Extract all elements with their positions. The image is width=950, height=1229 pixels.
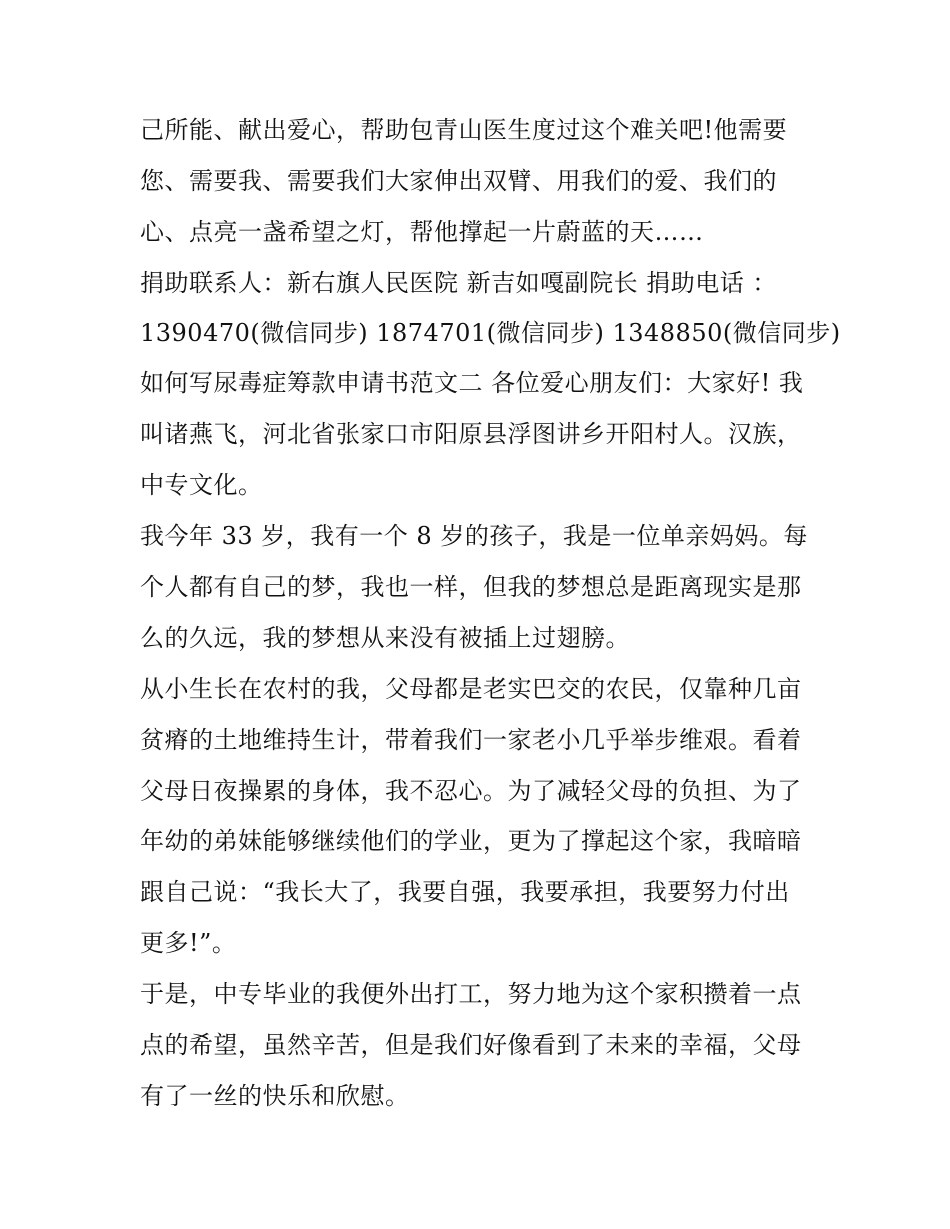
text-line: 年幼的弟妹能够继续他们的学业，更为了撑起这个家，我暗暗 — [140, 827, 802, 855]
text-line: 从小生长在农村的我，父母都是老实巴交的农民，仅靠种几亩 — [140, 675, 802, 703]
text-line: 有了一丝的快乐和欣慰。 — [140, 1082, 410, 1110]
text-line: 父母日夜操累的身体，我不忍心。为了减轻父母的负担、为了 — [140, 777, 802, 805]
text-line: 捐助联系人：新右旗人民医院 新吉如嘎副院长 捐助电话 ： — [140, 269, 777, 297]
text-line: 个人都有自己的梦，我也一样，但我的梦想总是距离现实是那 — [140, 573, 802, 601]
text-line: 于是，中专毕业的我便外出打工，努力地为这个家积攒着一点 — [140, 980, 802, 1008]
text-line: 您、需要我、需要我们大家伸出双臂、用我们的爱、我们的 — [140, 167, 777, 195]
text-line: 如何写尿毒症筹款申请书范文二 各位爱心朋友们：大家好! 我 — [140, 369, 804, 397]
text-line: 1390470(微信同步) 1874701(微信同步) 1348850(微信同步) — [140, 319, 841, 347]
text-line: 中专文化。 — [140, 471, 263, 499]
text-line: 心、点亮一盏希望之灯，帮他撑起一片蔚蓝的天…… — [140, 218, 704, 246]
text-line: 贫瘠的土地维持生计，带着我们一家老小几乎举步维艰。看着 — [140, 726, 802, 754]
text-line: 我今年 33 岁，我有一个 8 岁的孩子，我是一位单亲妈妈。每 — [140, 522, 808, 550]
text-line: 己所能、献出爱心，帮助包青山医生度过这个难关吧!他需要 — [140, 116, 788, 144]
text-line: 叫诸燕飞，河北省张家口市阳原县浮图讲乡开阳村人。汉族， — [140, 420, 802, 448]
text-line: 么的久远，我的梦想从来没有被插上过翅膀。 — [140, 624, 630, 652]
text-line: 跟自己说：“我长大了，我要自强，我要承担，我要努力付出 — [140, 878, 790, 906]
text-line: 更多!”。 — [140, 929, 237, 957]
text-line: 点的希望，虽然辛苦，但是我们好像看到了未来的幸福，父母 — [140, 1031, 802, 1059]
